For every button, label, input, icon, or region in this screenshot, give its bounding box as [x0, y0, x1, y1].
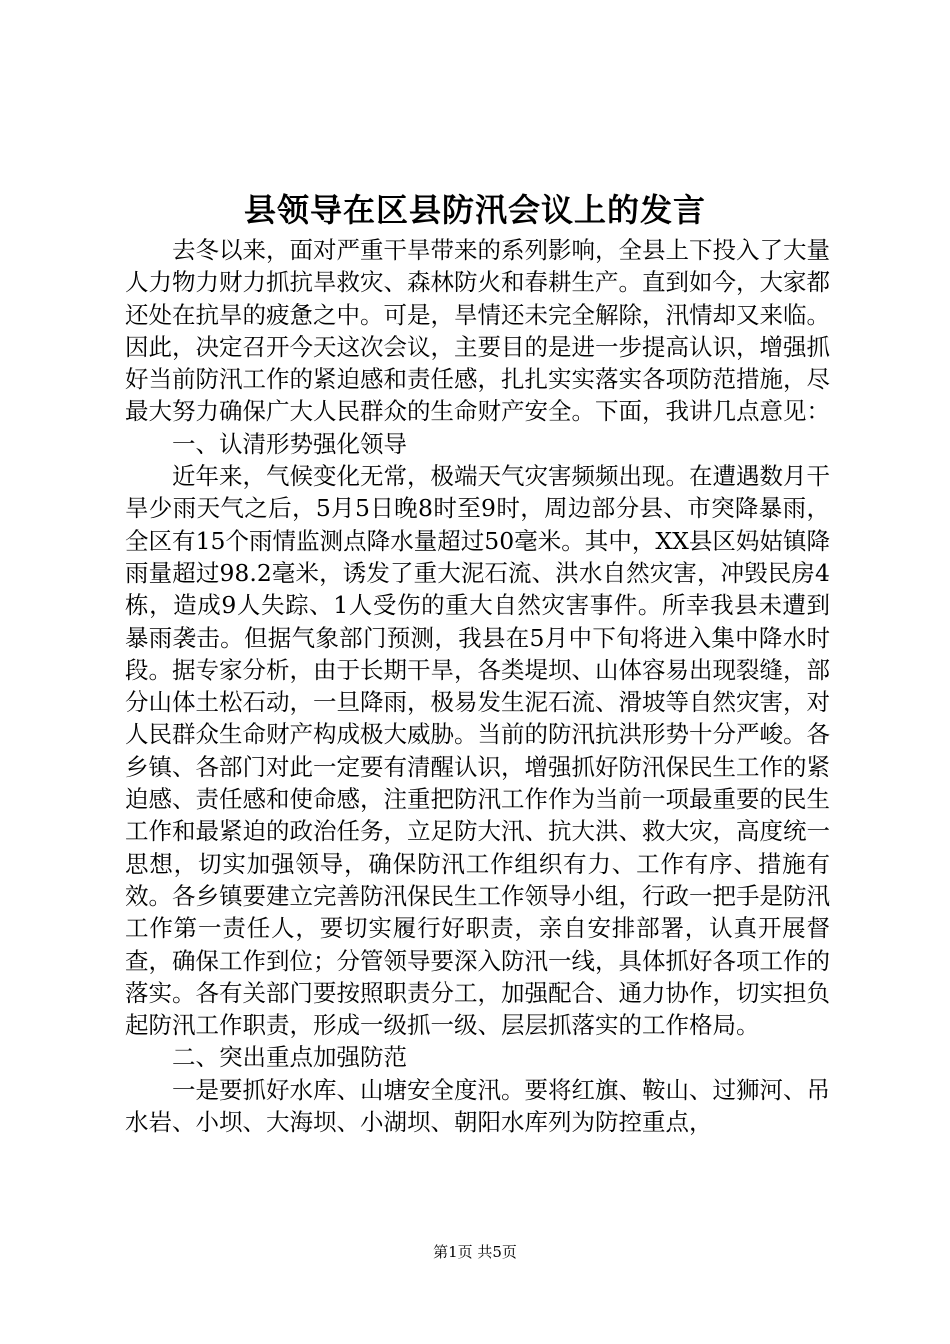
section-heading-1: 一、认清形势强化领导	[172, 429, 407, 458]
paragraph-situation: 近年来，气候变化无常，极端天气灾害频频出现。在遭遇数月干旱少雨天气之后，5月5日晚8时至9时，周边部分县、市突降暴雨，全区有15个雨情监测点降水量超过50毫米。其中，XX县区妈姑镇降雨量超过98.2毫米，诱发了重大泥石流、洪水自然灾害，冲毁民房4栋，造成9人失踪、1人受伤的重大自然灾害事件。所幸我县未遭到暴雨袭击。但据气象部门预测，我县在5月中下旬将进入集中降水时段。据专家分析，由于长期干旱，各类堤坝、山体容易出现裂缝，部分山体土松石动，一旦降雨，极易发生泥石流、滑坡等自然灾害，对人民群众生命财产构成极大威胁。当前的防汛抗洪形势十分严峻。各乡镇、各部门对此一定要有清醒认识，增强抓好防汛保民生工作的紧迫感、责任感和使命感，注重把防汛工作作为当前一项最重要的民生工作和最紧迫的政治任务，立足防大汛、抗大洪、救大灾，高度统一思想，切实加强领导，确保防汛工作组织有力、工作有序、措施有效。各乡镇要建立完善防汛保民生工作领导小组，行政一把手是防汛工作第一责任人，要切实履行好职责，亲自安排部署，认真开展督查，确保工作到位；分管领导要深入防汛一线，具体抓好各项工作的落实。各有关部门要按照职责分工，加强配合、通力协作，切实担负起防汛工作职责，形成一级抓一级、层层抓落实的工作格局。	[125, 462, 830, 1040]
document-title: 县领导在区县防汛会议上的发言	[243, 191, 706, 229]
document-body	[125, 234, 830, 1138]
page-number-footer: 第1页 共5页	[433, 1243, 517, 1261]
section-heading-2: 二、突出重点加强防范	[172, 1043, 407, 1072]
paragraph-intro: 去冬以来，面对严重干旱带来的系列影响，全县上下投入了大量人力物力财力抓抗旱救灾、森林防火和春耕生产。直到如今，大家都还处在抗旱的疲惫之中。可是，旱情还未完全解除，汛情却又来临。因此，决定召开今天这次会议，主要目的是进一步提高认识，增强抓好当前防汛工作的紧迫感和责任感，扎扎实实落实各项防范措施，尽最大努力确保广大人民群众的生命财产安全。下面，我讲几点意见：	[125, 236, 830, 426]
paragraph-reservoirs: 一是要抓好水库、山塘安全度汛。要将红旗、鞍山、过狮河、吊水岩、小坝、大海坝、小湖坝、朝阳水库列为防控重点，	[125, 1075, 830, 1137]
